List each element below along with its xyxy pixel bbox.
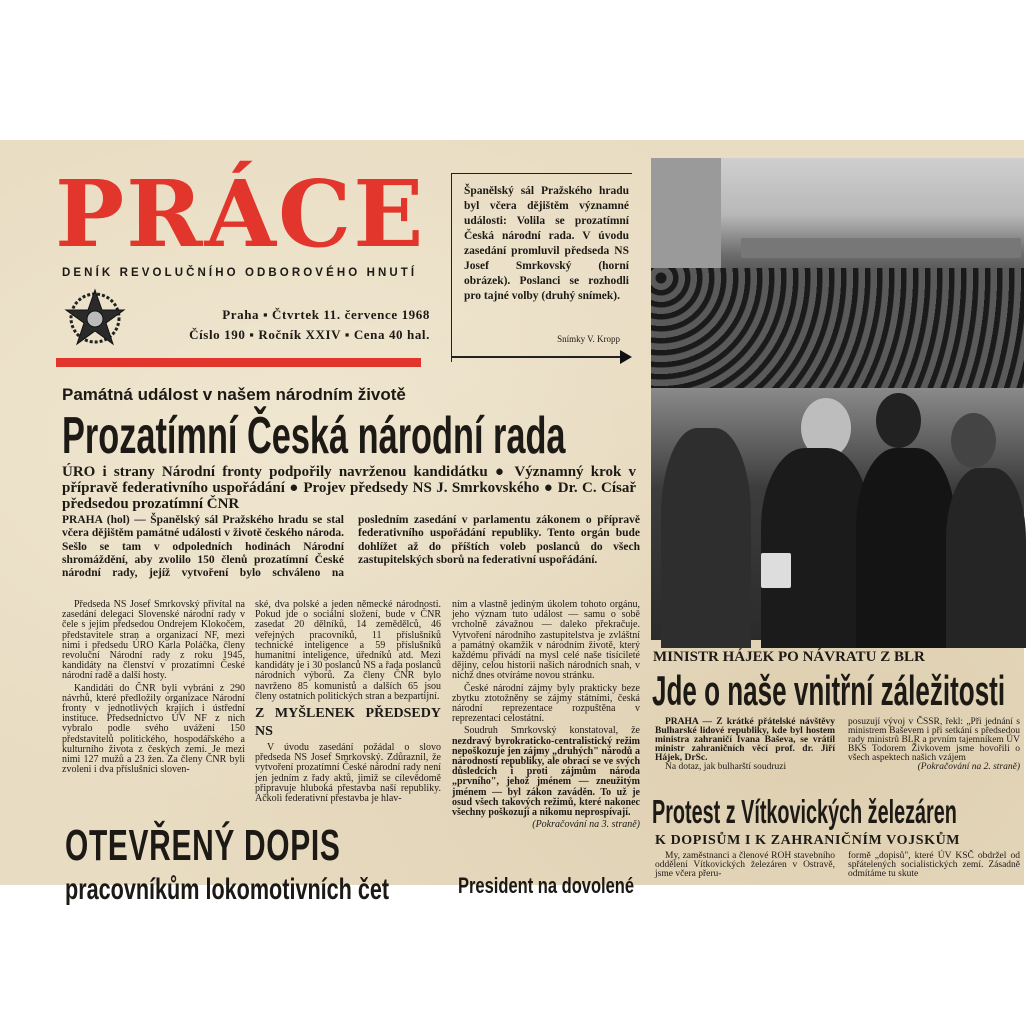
photo-caption-text: Španělský sál Pražského hradu byl včera dějištěm významné události: Volila se prozatímní Česká národní rada. V úvodu zasedání promluvil předseda NS Josef Smrkovský (horní obrázek). Poslanci se rozhodli pro tajné volby (druhý snímek). (464, 185, 629, 302)
photo-assembly-hall (651, 158, 1024, 384)
hajek-column-2 (848, 718, 1020, 772)
photo-caption-box (451, 173, 632, 362)
paragraph-bold: nezdravý byrokraticko-centralistický režim nepoškozuje jen zájmy „druhých" národů a národností republiky, ale obrací se ve svých důsledcích i proti zájmům národa „prvního", jehož jménem — zneužitým jménem — byl zákon zaváděn. To už je osud všech takových režimů, které nakonec všechny poškozují a nikomu neprospívají. (452, 735, 640, 819)
hajek-column-1 (655, 718, 835, 772)
main-column-1 (62, 600, 245, 775)
paragraph: V úvodu zasedání požádal o slovo předseda NS Josef Smrkovský. Zdůraznil, že vytvoření prozatímní České národní rady není jen jedním z řady aktů, jimiž se cílevědomě připravuje hluboká přestavba naší republiky. Ačkoli federativní přestavba je hlav- (255, 742, 441, 805)
main-kicker: Památná událost v našem národním životě (62, 385, 406, 404)
caption-rule (452, 356, 620, 358)
main-deck: ÚRO i strany Národní fronty podpořily navrženou kandidátku ● Významný krok v přípravě federativního uspořádání ● Projev předsedy NS J. Smrkovského ● Dr. C. Císař předsedou prozatímní ČNR (62, 464, 636, 512)
paragraph (452, 726, 640, 818)
main-column-3 (452, 600, 640, 830)
paragraph: PRAHA — Z krátké přátelské návštěvy Bulharské lidové republiky, kde byl hostem ministra zahraničí Ivana Baševa, se vrátil ministr zahraničních věcí prof. dr. Jiří Hájek, DrSc. (655, 717, 835, 763)
protest-kicker: K DOPISŮM I K ZAHRANIČNÍM VOJSKŮM (655, 833, 961, 848)
paragraph: My, zaměstnanci a členové ROH stavebního oddělení Vítkovických železáren v Ostravě, jsme včera přeru- (655, 851, 835, 879)
masthead-title: PRÁCE (55, 160, 426, 268)
continued-link[interactable]: (Pokračování na 3. straně) (532, 819, 640, 831)
photo-secret-ballot (651, 388, 1024, 640)
paragraph: ské, dva polské a jeden německé národnosti. Pokud jde o sociální složení, bude v ČNR zasedat 20 dělníků, 14 zemědělců, 46 veřejných pracovníků, 11 příslušníků technické inteligence a 59 příslušníků humanitní inteligence, úředníků atd. Mezi kandidáty je i 30 poslanců NS a řada poslanců národních výborů. Za členy ČNR bylo navrženo 85 komunistů a dalších 65 jsou členy ostatních politických stran a bezpartijní. (255, 599, 441, 702)
hajek-headline: Jde o naše vnitřní záležitosti (652, 667, 1006, 714)
issue-line: Číslo 190 ▪ Ročník XXIV ▪ Cena 40 hal. (189, 327, 430, 342)
paragraph: Kandidáti do ČNR byli vybráni z 290 návrhů, které předložily organizace Národní fronty v jednotlivých krajích i ústřední instituce. Předsednictvo ÚV NF z nich vybralo podle svého uvážení 150 představitelů politického, hospodářského a kulturního života z českých zemí. Je mezi nimi 127 mužů a 23 žen. Za členy ČNR byli zvoleni i dva příslušníci sloven- (62, 682, 245, 776)
subheading: Z MYŠLENEK PŘEDSEDY NS (255, 706, 441, 740)
main-column-2 (255, 600, 441, 804)
masthead-tagline: DENÍK REVOLUČNÍHO ODBOROVÉHO HNUTÍ (62, 267, 418, 279)
protest-column-1 (655, 852, 835, 879)
continued-link[interactable]: (Pokračování na 2. straně) (917, 762, 1020, 772)
paragraph: Na dotaz, jak bulharští soudruzi (665, 762, 787, 772)
president-headline: President na dovolené (458, 873, 635, 898)
dateline (160, 305, 430, 345)
arrow-right-icon (620, 350, 632, 364)
paragraph: formě „dopisů", které ÚV KSČ obdržel od spřátelených socialistických zemí. Zásadně odmítáme tu skute (848, 851, 1020, 879)
photo-credit: Snímky V. Kropp (557, 334, 620, 344)
hajek-kicker: MINISTR HÁJEK PO NÁVRATU Z BLR (653, 649, 925, 665)
open-letter-subheadline: pracovníkům lokomotivních čet (65, 873, 390, 906)
paragraph: posuzují vývoj v ČSSR, řekl: „Při jednání s ministrem Baševem i při setkání s předsedou rady ministrů BLR a prvním tajemníkem ÚV BKS Todorem Živkovem jsme hovořili o všech aspektech našich vzájem (848, 717, 1020, 763)
masthead-red-rule (56, 358, 421, 367)
paragraph-start: Soudruh Smrkovský konstatoval, že (464, 725, 640, 737)
main-lead: PRAHA (hol) — Španělský sál Pražského hradu se stal včera dějištěm památné události v životě českého národa. Sešlo se tam v odpoledních hodinách Národní shromáždění, aby zvolilo 150 členů prozatímní České národní rady, jejíž vytvoření bylo schváleno na posledním zasedání v parlamentu zákonem o přípravě federativního uspořádání republiky. Tento orgán bude dohlížet až do příštích voleb poslanců do všech zastupitelských sborů na federativní uspořádání. (62, 514, 640, 580)
open-letter-headline: OTEVŘENÝ DOPIS (65, 821, 341, 870)
paragraph: ním a vlastně jediným úkolem tohoto orgánu, jeho význam tuto událost — samu o sobě vrcholně závažnou — daleko překračuje. Vytvoření národního zastupitelstva je zvláštní a památný okamžik v národním životě, který každému přivádí na mysl celé naše tisícileté dějiny, celou historii našich národních snah, v nichž dnes otvíráme novou stránku. (452, 599, 640, 682)
newspaper-page (0, 140, 1024, 906)
star-emblem-icon (64, 288, 126, 346)
date-line: Praha ▪ Čtvrtek 11. července 1968 (222, 307, 430, 322)
protest-headline: Protest z Vítkovických železáren (652, 793, 957, 830)
main-headline: Prozatímní Česká národní rada (62, 407, 566, 465)
protest-column-2 (848, 852, 1020, 879)
paragraph: Předseda NS Josef Smrkovský přivítal na zasedání delegaci Slovenské národní rady v čele s jejím předsedou Ondrejem Klokočem, představitele stran a organizací NF, mezi nimi i předsedu ÚRO Karla Poláčka, členy revoluční Národní rady z roku 1945, kandidáty na členství v prozatímní České národní radě a další hosty. (62, 599, 245, 682)
paragraph: České národní zájmy byly prakticky beze zbytku ztotožněny se zájmy státními, česká národní reprezentace rozpuštěna v reprezentaci celostátní. (452, 682, 640, 725)
